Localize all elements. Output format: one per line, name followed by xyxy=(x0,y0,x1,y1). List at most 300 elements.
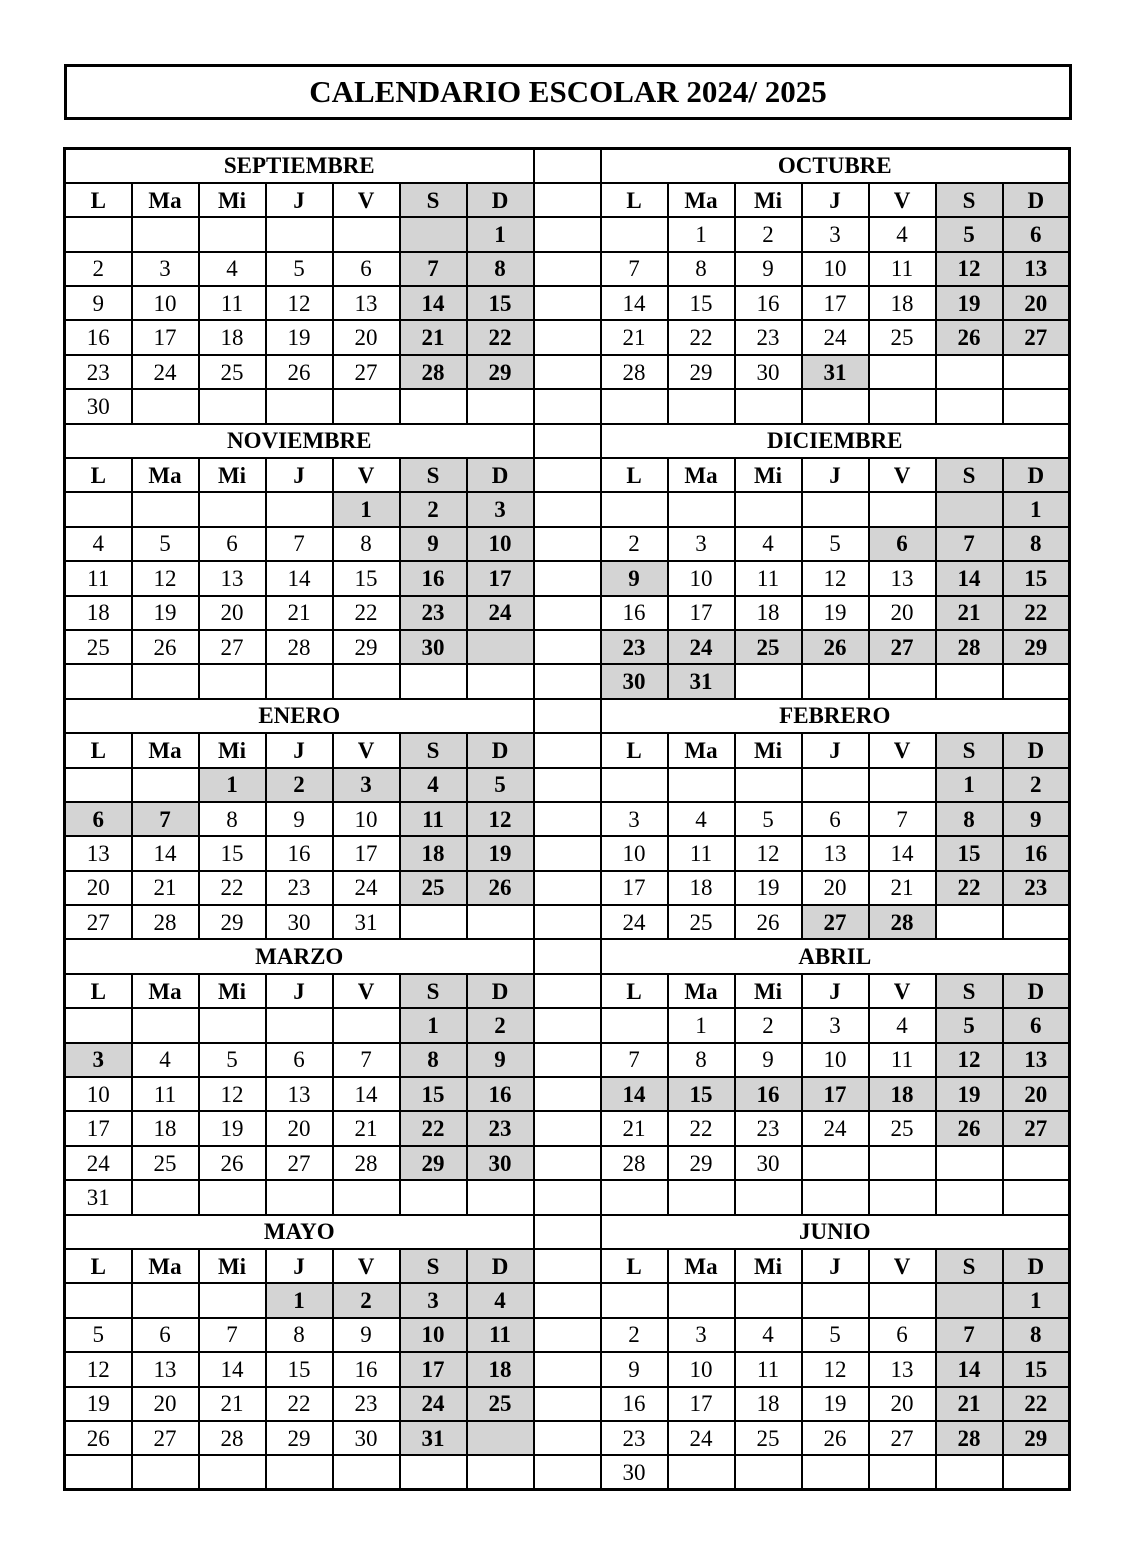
weekday-header: D xyxy=(467,733,534,767)
weekday-header: Mi xyxy=(199,1249,266,1283)
gap-cell xyxy=(534,1043,601,1077)
empty-day-cell xyxy=(199,389,266,423)
calendar-row xyxy=(65,1077,1070,1111)
day-cell: 18 xyxy=(735,596,802,630)
gap-cell xyxy=(534,1215,601,1249)
gap-cell xyxy=(534,1111,601,1145)
day-cell: 3 xyxy=(333,768,400,802)
weekday-header: D xyxy=(1003,458,1070,492)
day-cell: 10 xyxy=(802,252,869,286)
day-cell: 2 xyxy=(735,1008,802,1042)
day-cell: 9 xyxy=(735,1043,802,1077)
day-cell: 30 xyxy=(735,355,802,389)
empty-day-cell xyxy=(668,1180,735,1214)
empty-day-cell xyxy=(65,1283,132,1317)
empty-day-cell xyxy=(333,1008,400,1042)
calendar-row xyxy=(65,355,1070,389)
weekday-header: V xyxy=(333,974,400,1008)
day-cell: 8 xyxy=(333,527,400,561)
weekday-header: Mi xyxy=(735,974,802,1008)
day-cell: 15 xyxy=(333,561,400,595)
calendar-row xyxy=(65,1180,1070,1214)
calendar-row xyxy=(65,733,1070,767)
empty-day-cell xyxy=(333,1180,400,1214)
weekday-header: Ma xyxy=(132,458,199,492)
empty-day-cell xyxy=(199,1008,266,1042)
gap-cell xyxy=(534,252,601,286)
day-cell: 4 xyxy=(400,768,467,802)
day-cell: 19 xyxy=(936,286,1003,320)
empty-day-cell xyxy=(132,1180,199,1214)
day-cell: 23 xyxy=(333,1387,400,1421)
day-cell: 26 xyxy=(199,1146,266,1180)
gap-cell xyxy=(534,355,601,389)
weekday-header: J xyxy=(802,733,869,767)
day-cell: 23 xyxy=(400,596,467,630)
day-cell: 16 xyxy=(601,1387,668,1421)
empty-day-cell xyxy=(333,1455,400,1489)
weekday-header: L xyxy=(65,183,132,217)
day-cell: 12 xyxy=(936,252,1003,286)
day-cell: 30 xyxy=(266,905,333,939)
empty-day-cell xyxy=(199,217,266,251)
empty-day-cell xyxy=(400,1180,467,1214)
day-cell: 28 xyxy=(601,1146,668,1180)
day-cell: 12 xyxy=(467,802,534,836)
day-cell: 9 xyxy=(467,1043,534,1077)
day-cell: 29 xyxy=(668,1146,735,1180)
empty-day-cell xyxy=(869,1180,936,1214)
empty-day-cell xyxy=(735,664,802,698)
day-cell: 24 xyxy=(400,1387,467,1421)
day-cell: 7 xyxy=(333,1043,400,1077)
empty-day-cell xyxy=(199,492,266,526)
empty-day-cell xyxy=(735,1180,802,1214)
day-cell: 3 xyxy=(467,492,534,526)
day-cell: 17 xyxy=(467,561,534,595)
day-cell: 27 xyxy=(869,1421,936,1455)
day-cell: 6 xyxy=(333,252,400,286)
day-cell: 23 xyxy=(601,630,668,664)
day-cell: 1 xyxy=(333,492,400,526)
day-cell: 28 xyxy=(400,355,467,389)
day-cell: 18 xyxy=(668,871,735,905)
month-name: JUNIO xyxy=(601,1215,1070,1249)
day-cell: 7 xyxy=(132,802,199,836)
day-cell: 11 xyxy=(199,286,266,320)
gap-cell xyxy=(534,905,601,939)
day-cell: 22 xyxy=(266,1387,333,1421)
day-cell: 9 xyxy=(601,1352,668,1386)
day-cell: 23 xyxy=(735,1111,802,1145)
day-cell: 29 xyxy=(668,355,735,389)
empty-day-cell xyxy=(735,492,802,526)
day-cell: 10 xyxy=(668,1352,735,1386)
empty-day-cell xyxy=(869,664,936,698)
day-cell: 15 xyxy=(266,1352,333,1386)
day-cell: 14 xyxy=(266,561,333,595)
empty-day-cell xyxy=(467,389,534,423)
weekday-header: Ma xyxy=(668,733,735,767)
day-cell: 24 xyxy=(802,1111,869,1145)
gap-cell xyxy=(534,733,601,767)
day-cell: 4 xyxy=(869,217,936,251)
gap-cell xyxy=(534,217,601,251)
empty-day-cell xyxy=(668,389,735,423)
day-cell: 22 xyxy=(333,596,400,630)
empty-day-cell xyxy=(400,389,467,423)
day-cell: 3 xyxy=(400,1283,467,1317)
calendar-row xyxy=(65,424,1070,458)
day-cell: 22 xyxy=(668,320,735,354)
day-cell: 10 xyxy=(802,1043,869,1077)
weekday-header: Ma xyxy=(668,458,735,492)
day-cell: 23 xyxy=(65,355,132,389)
calendar-row xyxy=(65,768,1070,802)
day-cell: 15 xyxy=(668,1077,735,1111)
weekday-header: S xyxy=(936,1249,1003,1283)
day-cell: 22 xyxy=(400,1111,467,1145)
day-cell: 24 xyxy=(65,1146,132,1180)
day-cell: 12 xyxy=(802,1352,869,1386)
empty-day-cell xyxy=(869,1283,936,1317)
day-cell: 21 xyxy=(936,596,1003,630)
day-cell: 30 xyxy=(467,1146,534,1180)
weekday-header: J xyxy=(266,1249,333,1283)
day-cell: 28 xyxy=(333,1146,400,1180)
gap-cell xyxy=(534,458,601,492)
day-cell: 5 xyxy=(467,768,534,802)
day-cell: 13 xyxy=(1003,1043,1070,1077)
day-cell: 1 xyxy=(936,768,1003,802)
empty-day-cell xyxy=(266,217,333,251)
day-cell: 9 xyxy=(601,561,668,595)
weekday-header: S xyxy=(400,183,467,217)
day-cell: 28 xyxy=(869,905,936,939)
day-cell: 18 xyxy=(65,596,132,630)
day-cell: 25 xyxy=(668,905,735,939)
day-cell: 9 xyxy=(400,527,467,561)
empty-day-cell xyxy=(601,1283,668,1317)
calendar-row xyxy=(65,1043,1070,1077)
day-cell: 9 xyxy=(65,286,132,320)
calendar-row xyxy=(65,389,1070,423)
day-cell: 17 xyxy=(400,1352,467,1386)
weekday-header: S xyxy=(400,733,467,767)
page-title xyxy=(64,64,1072,120)
weekday-header: L xyxy=(65,974,132,1008)
day-cell: 2 xyxy=(333,1283,400,1317)
day-cell: 19 xyxy=(802,1387,869,1421)
weekday-header: D xyxy=(467,974,534,1008)
day-cell: 24 xyxy=(601,905,668,939)
calendar-table xyxy=(63,147,1071,1491)
gap-cell xyxy=(534,1008,601,1042)
empty-day-cell xyxy=(1003,1146,1070,1180)
weekday-header: Mi xyxy=(199,733,266,767)
day-cell: 4 xyxy=(869,1008,936,1042)
day-cell: 21 xyxy=(199,1387,266,1421)
day-cell: 2 xyxy=(601,527,668,561)
day-cell: 1 xyxy=(199,768,266,802)
day-cell: 11 xyxy=(735,561,802,595)
calendar-row xyxy=(65,836,1070,870)
empty-day-cell xyxy=(1003,664,1070,698)
weekday-header: D xyxy=(467,183,534,217)
day-cell: 26 xyxy=(802,1421,869,1455)
empty-day-cell xyxy=(668,768,735,802)
day-cell: 16 xyxy=(735,286,802,320)
empty-day-cell xyxy=(132,389,199,423)
calendar-row xyxy=(65,1387,1070,1421)
empty-day-cell xyxy=(400,905,467,939)
calendar-row xyxy=(65,939,1070,973)
empty-day-cell xyxy=(467,1421,534,1455)
day-cell: 27 xyxy=(869,630,936,664)
weekday-header: Mi xyxy=(199,974,266,1008)
gap-cell xyxy=(534,1352,601,1386)
day-cell: 7 xyxy=(936,1318,1003,1352)
day-cell: 30 xyxy=(735,1146,802,1180)
day-cell: 19 xyxy=(936,1077,1003,1111)
day-cell: 8 xyxy=(936,802,1003,836)
empty-day-cell xyxy=(735,389,802,423)
day-cell: 6 xyxy=(266,1043,333,1077)
day-cell: 10 xyxy=(333,802,400,836)
weekday-header: D xyxy=(1003,183,1070,217)
day-cell: 8 xyxy=(266,1318,333,1352)
day-cell: 14 xyxy=(601,1077,668,1111)
day-cell: 13 xyxy=(333,286,400,320)
empty-day-cell xyxy=(936,1146,1003,1180)
gap-cell xyxy=(534,1077,601,1111)
empty-day-cell xyxy=(65,664,132,698)
title-text: CALENDARIO ESCOLAR 2024/ 2025 xyxy=(309,74,827,109)
gap-cell xyxy=(534,389,601,423)
day-cell: 2 xyxy=(1003,768,1070,802)
day-cell: 19 xyxy=(802,596,869,630)
day-cell: 25 xyxy=(132,1146,199,1180)
gap-cell xyxy=(534,836,601,870)
calendar-row xyxy=(65,871,1070,905)
day-cell: 16 xyxy=(333,1352,400,1386)
day-cell: 24 xyxy=(668,630,735,664)
day-cell: 1 xyxy=(1003,1283,1070,1317)
empty-day-cell xyxy=(400,664,467,698)
day-cell: 6 xyxy=(869,1318,936,1352)
weekday-header: S xyxy=(936,733,1003,767)
day-cell: 3 xyxy=(65,1043,132,1077)
weekday-header: S xyxy=(936,183,1003,217)
day-cell: 13 xyxy=(132,1352,199,1386)
empty-day-cell xyxy=(735,768,802,802)
empty-day-cell xyxy=(869,1455,936,1489)
month-name: ABRIL xyxy=(601,939,1070,973)
calendar-row xyxy=(65,1111,1070,1145)
calendar-row xyxy=(65,183,1070,217)
calendar-row xyxy=(65,1421,1070,1455)
day-cell: 3 xyxy=(601,802,668,836)
gap-cell xyxy=(534,1455,601,1489)
weekday-header: S xyxy=(400,974,467,1008)
day-cell: 5 xyxy=(735,802,802,836)
day-cell: 31 xyxy=(668,664,735,698)
gap-cell xyxy=(534,802,601,836)
day-cell: 21 xyxy=(869,871,936,905)
day-cell: 8 xyxy=(1003,527,1070,561)
empty-day-cell xyxy=(132,768,199,802)
day-cell: 11 xyxy=(65,561,132,595)
weekday-header: Mi xyxy=(735,733,802,767)
gap-cell xyxy=(534,1283,601,1317)
day-cell: 23 xyxy=(266,871,333,905)
day-cell: 11 xyxy=(869,252,936,286)
day-cell: 13 xyxy=(199,561,266,595)
empty-day-cell xyxy=(936,905,1003,939)
day-cell: 30 xyxy=(601,1455,668,1489)
day-cell: 24 xyxy=(467,596,534,630)
day-cell: 17 xyxy=(333,836,400,870)
weekday-header: Mi xyxy=(735,458,802,492)
day-cell: 30 xyxy=(601,664,668,698)
day-cell: 29 xyxy=(1003,1421,1070,1455)
gap-cell xyxy=(534,527,601,561)
day-cell: 9 xyxy=(735,252,802,286)
day-cell: 12 xyxy=(132,561,199,595)
day-cell: 5 xyxy=(802,1318,869,1352)
day-cell: 31 xyxy=(802,355,869,389)
day-cell: 3 xyxy=(802,217,869,251)
gap-cell xyxy=(534,596,601,630)
day-cell: 14 xyxy=(936,561,1003,595)
day-cell: 19 xyxy=(266,320,333,354)
day-cell: 5 xyxy=(936,217,1003,251)
day-cell: 24 xyxy=(668,1421,735,1455)
empty-day-cell xyxy=(132,492,199,526)
day-cell: 3 xyxy=(132,252,199,286)
weekday-header: J xyxy=(266,733,333,767)
day-cell: 7 xyxy=(266,527,333,561)
day-cell: 8 xyxy=(199,802,266,836)
empty-day-cell xyxy=(132,1283,199,1317)
weekday-header: D xyxy=(467,1249,534,1283)
day-cell: 17 xyxy=(668,1387,735,1421)
day-cell: 26 xyxy=(132,630,199,664)
day-cell: 1 xyxy=(668,1008,735,1042)
day-cell: 28 xyxy=(199,1421,266,1455)
month-name: MAYO xyxy=(65,1215,534,1249)
day-cell: 14 xyxy=(936,1352,1003,1386)
day-cell: 18 xyxy=(132,1111,199,1145)
day-cell: 17 xyxy=(65,1111,132,1145)
day-cell: 17 xyxy=(802,1077,869,1111)
empty-day-cell xyxy=(802,1283,869,1317)
weekday-header: L xyxy=(601,733,668,767)
empty-day-cell xyxy=(1003,389,1070,423)
weekday-header: L xyxy=(601,1249,668,1283)
day-cell: 20 xyxy=(869,1387,936,1421)
empty-day-cell xyxy=(400,1455,467,1489)
day-cell: 15 xyxy=(936,836,1003,870)
day-cell: 31 xyxy=(333,905,400,939)
calendar-row xyxy=(65,1318,1070,1352)
day-cell: 21 xyxy=(400,320,467,354)
empty-day-cell xyxy=(668,1455,735,1489)
calendar-row xyxy=(65,286,1070,320)
day-cell: 22 xyxy=(1003,1387,1070,1421)
day-cell: 6 xyxy=(1003,1008,1070,1042)
weekday-header: V xyxy=(869,458,936,492)
day-cell: 4 xyxy=(735,527,802,561)
day-cell: 26 xyxy=(266,355,333,389)
day-cell: 1 xyxy=(467,217,534,251)
gap-cell xyxy=(534,699,601,733)
weekday-header: Ma xyxy=(132,974,199,1008)
calendar-row xyxy=(65,802,1070,836)
gap-cell xyxy=(534,183,601,217)
empty-day-cell xyxy=(266,1455,333,1489)
gap-cell xyxy=(534,561,601,595)
empty-day-cell xyxy=(936,355,1003,389)
weekday-header: V xyxy=(333,183,400,217)
weekday-header: S xyxy=(936,458,1003,492)
day-cell: 25 xyxy=(869,1111,936,1145)
empty-day-cell xyxy=(936,492,1003,526)
day-cell: 18 xyxy=(869,1077,936,1111)
month-name: NOVIEMBRE xyxy=(65,424,534,458)
weekday-header: J xyxy=(802,458,869,492)
gap-cell xyxy=(534,1146,601,1180)
day-cell: 19 xyxy=(735,871,802,905)
day-cell: 18 xyxy=(400,836,467,870)
day-cell: 13 xyxy=(1003,252,1070,286)
empty-day-cell xyxy=(601,217,668,251)
day-cell: 29 xyxy=(333,630,400,664)
day-cell: 5 xyxy=(65,1318,132,1352)
empty-day-cell xyxy=(333,217,400,251)
empty-day-cell xyxy=(601,768,668,802)
day-cell: 7 xyxy=(199,1318,266,1352)
weekday-header: L xyxy=(601,183,668,217)
empty-day-cell xyxy=(65,1008,132,1042)
calendar-row xyxy=(65,458,1070,492)
weekday-header: Mi xyxy=(199,183,266,217)
weekday-header: D xyxy=(1003,1249,1070,1283)
weekday-header: Ma xyxy=(668,974,735,1008)
day-cell: 13 xyxy=(65,836,132,870)
empty-day-cell xyxy=(869,355,936,389)
day-cell: 11 xyxy=(668,836,735,870)
day-cell: 25 xyxy=(869,320,936,354)
empty-day-cell xyxy=(333,664,400,698)
day-cell: 1 xyxy=(1003,492,1070,526)
empty-day-cell xyxy=(869,1146,936,1180)
empty-day-cell xyxy=(65,768,132,802)
day-cell: 12 xyxy=(65,1352,132,1386)
day-cell: 28 xyxy=(132,905,199,939)
day-cell: 18 xyxy=(199,320,266,354)
empty-day-cell xyxy=(802,664,869,698)
day-cell: 22 xyxy=(1003,596,1070,630)
day-cell: 26 xyxy=(467,871,534,905)
day-cell: 29 xyxy=(199,905,266,939)
day-cell: 3 xyxy=(668,527,735,561)
day-cell: 2 xyxy=(735,217,802,251)
day-cell: 28 xyxy=(266,630,333,664)
day-cell: 6 xyxy=(869,527,936,561)
day-cell: 2 xyxy=(65,252,132,286)
day-cell: 25 xyxy=(199,355,266,389)
